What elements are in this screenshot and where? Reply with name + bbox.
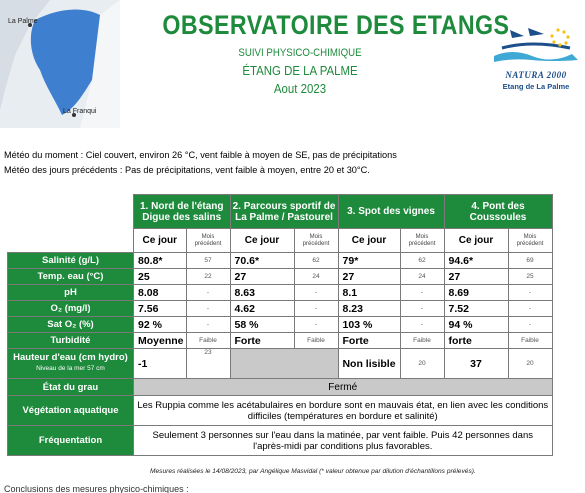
value-today: 8.23: [338, 301, 400, 317]
conclusions-heading: Conclusions des mesures physico-chimiques :: [4, 484, 189, 493]
value-today: forte: [444, 333, 508, 349]
site-header-2: 2. Parcours sportif de La Palme / Pastourel: [230, 195, 338, 229]
value-prev-month: Faible: [508, 333, 552, 349]
meteo-previous-text: Pas de précipitations, vent faible à moyen, entre 20 et 30°C.: [122, 165, 370, 175]
value-prev-month: 62: [400, 253, 444, 269]
measurement-rows: [8, 253, 553, 349]
value-prev-month: 22: [186, 269, 230, 285]
sea-level-note: Niveau de la mer 57 cm: [36, 365, 105, 372]
frequentation-label: Fréquentation: [8, 426, 134, 456]
value-today: 58 %: [230, 317, 294, 333]
water-height-site1-today: -1: [134, 349, 187, 379]
value-today: Forte: [230, 333, 294, 349]
vegetation-row: [8, 396, 553, 426]
row-label: Temp. eau (°C): [8, 269, 134, 285]
map-label-la-palme: La Palme: [8, 18, 38, 25]
value-today: Moyenne: [134, 333, 187, 349]
value-today: Forte: [338, 333, 400, 349]
measurements-table: [7, 194, 553, 456]
grau-row: [8, 379, 553, 396]
value-prev-month: -: [294, 285, 338, 301]
water-height-row: [8, 349, 553, 379]
value-prev-month: Faible: [294, 333, 338, 349]
meteo-moment-label: Météo du moment :: [4, 150, 84, 160]
value-prev-month: 25: [508, 269, 552, 285]
table-row: [8, 333, 553, 349]
row-label: Sat O₂ (%): [8, 317, 134, 333]
grau-value: Fermé: [134, 379, 553, 396]
subheader-row: [8, 229, 553, 253]
value-today: 27: [230, 269, 294, 285]
site-header-1: 1. Nord de l'étang Digue des salins: [134, 195, 231, 229]
value-prev-month: -: [186, 317, 230, 333]
value-today: 8.1: [338, 285, 400, 301]
footnote: Mesures réalisées le 14/08/2023, par Angélique Masvidal (* valeur obtenue par dilution d'échantillons prélevés).: [150, 468, 476, 475]
vegetation-label: Végétation aquatique: [8, 396, 134, 426]
value-today: 94 %: [444, 317, 508, 333]
meteo-previous-label: Météo des jours précédents :: [4, 165, 123, 175]
value-today: 25: [134, 269, 187, 285]
col-prev-month: Mois précédent: [400, 229, 444, 253]
water-height-site4-prev: 20: [508, 349, 552, 379]
col-prev-month: Mois précédent: [294, 229, 338, 253]
value-prev-month: 69: [508, 253, 552, 269]
row-label: pH: [8, 285, 134, 301]
frequentation-value: Seulement 3 personnes sur l'eau dans la matinée, par vent faible. Puis 42 personnes dans l'après-midi par conditions plus favorables.: [134, 426, 553, 456]
value-today: 103 %: [338, 317, 400, 333]
table-row: [8, 253, 553, 269]
value-prev-month: -: [508, 285, 552, 301]
water-height-site3-today: Non lisible: [338, 349, 400, 379]
value-prev-month: -: [186, 301, 230, 317]
grau-label: État du grau: [8, 379, 134, 396]
natura-2000-site: Etang de La Palme: [502, 82, 570, 91]
value-today: 94.6*: [444, 253, 508, 269]
header: [140, 10, 510, 96]
value-today: 27: [338, 269, 400, 285]
value-prev-month: -: [186, 285, 230, 301]
row-label: Salinité (g/L): [8, 253, 134, 269]
value-today: 8.08: [134, 285, 187, 301]
site-header-3: 3. Spot des vignes: [338, 195, 444, 229]
page-subtitle: SUIVI PHYSICO-CHIMIQUE: [238, 47, 362, 59]
col-today: Ce jour: [338, 229, 400, 253]
value-prev-month: -: [400, 317, 444, 333]
value-today: 4.62: [230, 301, 294, 317]
value-prev-month: 57: [186, 253, 230, 269]
value-prev-month: -: [294, 301, 338, 317]
row-label-water-height: [8, 349, 134, 379]
value-prev-month: 24: [400, 269, 444, 285]
meteo-moment-text: Ciel couvert, environ 26 °C, vent faible à moyen de SE, pas de précipitations: [83, 150, 397, 160]
map-label-la-franqui: La Franqui: [63, 108, 97, 115]
table-row: [8, 301, 553, 317]
water-height-site1-prev: 23: [186, 349, 230, 379]
natura-2000-emblem: [492, 18, 580, 68]
col-today: Ce jour: [230, 229, 294, 253]
table-row: [8, 269, 553, 285]
page-title: OBSERVATOIRE DES ETANGS: [162, 10, 510, 40]
value-prev-month: -: [294, 317, 338, 333]
row-label: Turbidité: [8, 333, 134, 349]
value-today: 70.6*: [230, 253, 294, 269]
table-row: [8, 285, 553, 301]
value-today: 79*: [338, 253, 400, 269]
col-prev-month: Mois précédent: [508, 229, 552, 253]
value-prev-month: -: [508, 317, 552, 333]
value-today: 8.63: [230, 285, 294, 301]
value-prev-month: -: [400, 301, 444, 317]
natura-2000-logo: [492, 18, 580, 100]
value-today: 7.56: [134, 301, 187, 317]
value-prev-month: -: [508, 301, 552, 317]
value-prev-month: -: [400, 285, 444, 301]
lagoon-name: ÉTANG DE LA PALME: [242, 63, 358, 78]
col-today: Ce jour: [444, 229, 508, 253]
water-height-site2-empty: [230, 349, 338, 379]
site-header-row: [8, 195, 553, 229]
site-header-4: 4. Pont des Coussoules: [444, 195, 552, 229]
frequentation-row: [8, 426, 553, 456]
table-row: [8, 317, 553, 333]
col-today: Ce jour: [134, 229, 187, 253]
vegetation-value: Les Ruppia comme les acétabulaires en bordure sont en mauvais état, en lien avec les conditions difficiles (températures en bordure et salinité): [134, 396, 553, 426]
water-height-site4-today: 37: [444, 349, 508, 379]
value-today: 92 %: [134, 317, 187, 333]
water-height-site3-prev: 20: [400, 349, 444, 379]
value-today: 27: [444, 269, 508, 285]
water-height-label: Hauteur d'eau (cm hydro): [13, 352, 128, 363]
natura-2000-name: NATURA 2000: [505, 70, 567, 80]
meteo-moment: [4, 150, 397, 160]
lagoon-map: [0, 0, 120, 128]
value-today: 7.52: [444, 301, 508, 317]
value-prev-month: Faible: [186, 333, 230, 349]
value-prev-month: 24: [294, 269, 338, 285]
value-today: 80.8*: [134, 253, 187, 269]
value-today: 8.69: [444, 285, 508, 301]
row-label: O₂ (mg/l): [8, 301, 134, 317]
period: Aout 2023: [273, 81, 327, 96]
col-prev-month: Mois précédent: [186, 229, 230, 253]
meteo-previous: [4, 165, 370, 175]
value-prev-month: Faible: [400, 333, 444, 349]
value-prev-month: 62: [294, 253, 338, 269]
